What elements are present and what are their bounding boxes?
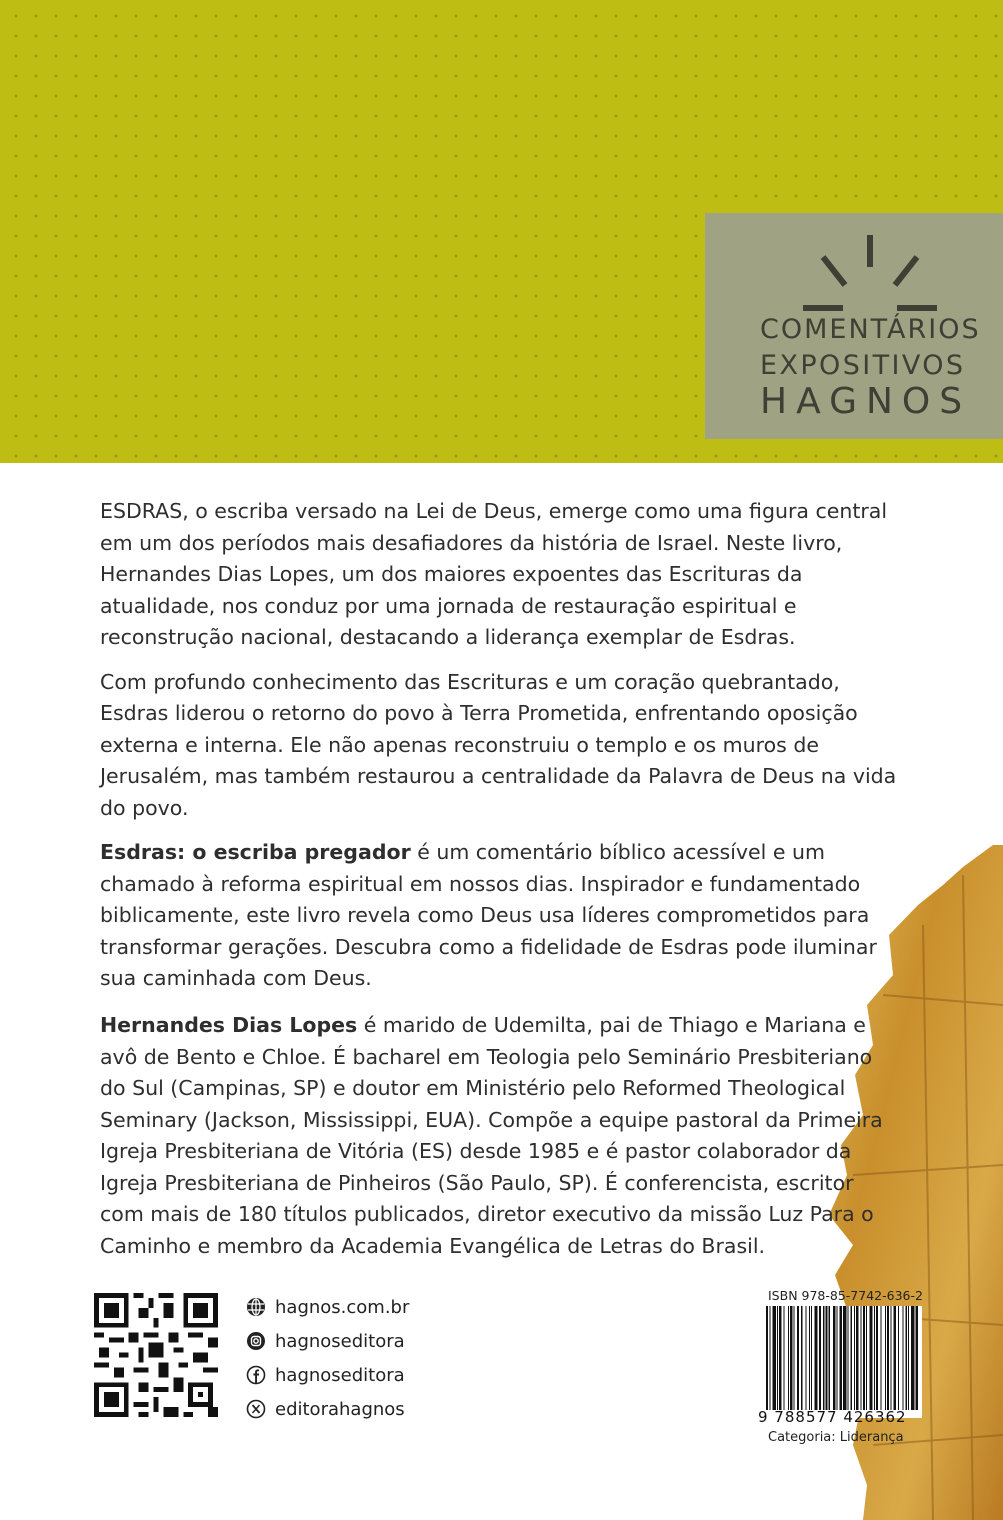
barcode-bar [880, 1306, 881, 1410]
barcode-bar [788, 1306, 789, 1410]
book-title-inline: Esdras: o escriba pregador [100, 840, 411, 864]
barcode-bar [769, 1306, 770, 1410]
barcode-bar [898, 1306, 899, 1410]
facebook-icon [246, 1365, 266, 1385]
barcode-bar [836, 1306, 837, 1410]
author-name: Hernandes Dias Lopes [100, 1013, 358, 1037]
social-link-facebook[interactable] [246, 1358, 409, 1392]
barcode-bar [887, 1306, 889, 1410]
series-title-line2: EXPOSITIVOS [760, 350, 966, 381]
barcode-bar [840, 1306, 842, 1410]
qr-code[interactable] [94, 1293, 218, 1417]
barcode-bar [851, 1306, 852, 1410]
barcode-bar [766, 1306, 768, 1410]
barcode-bar [819, 1306, 821, 1410]
social-link-x[interactable] [246, 1392, 409, 1426]
barcode-bar [777, 1306, 778, 1410]
sunburst-icon [795, 233, 945, 313]
barcode-bar [833, 1306, 835, 1410]
barcode-bar [794, 1306, 795, 1410]
isbn-label: ISBN 978-85-7742-636-2 [768, 1288, 923, 1303]
barcode-bar [863, 1306, 865, 1410]
series-title-line3: HAGNOS [760, 381, 972, 422]
book-category: Categoria: Liderança [768, 1430, 904, 1445]
description-paragraph-1: ESDRAS, o escriba versado na Lei de Deus, emerge como uma figura central em um dos períodos mais desafiadores da história de Israel. Neste livro, Hernandes Dias Lopes, um dos maiores expoentes das Escrituras da atualidade, nos conduz por uma jornada de restauração espiritual e reconstrução nacional, destacando a liderança exemplar de Esdras. [100, 499, 888, 649]
author-bio-text: é marido de Udemilta, pai de Thiago e Mariana e avô de Bento e Chloe. É bacharel em Teologia pelo Seminário Presbiteriano do Sul (Campinas, SP) e doutor em Ministério pelo Reformed Theological Seminary (Jackson, Mississippi, EUA). Compõe a equipe pastoral da Primeira Igreja Presbiteriana de Vitória (ES) desde 1985 e é pastor colaborador da Igreja Presbiteriana de Pinheiros (São Paulo, SP). É conferencista, escritor com mais de 180 títulos publicados, diretor executivo da missão Luz Para o Caminho e membro da Academia Evangélica de Letras do Brasil. [100, 1013, 883, 1258]
barcode-bar [911, 1306, 914, 1410]
barcode-bar [790, 1306, 792, 1410]
barcode-bar [854, 1306, 855, 1410]
barcode-bar [829, 1306, 830, 1410]
barcode-bar [876, 1306, 878, 1410]
instagram-icon [246, 1331, 266, 1351]
barcode-bar [856, 1306, 858, 1410]
barcode-bar [811, 1306, 812, 1410]
description-paragraph-3-text: é um comentário bíblico acessível e um chamado à reforma espiritual em nossos dias. Inspirador e fundamentado biblicamente, este livro revela como Deus usa líderes comprometidos para transformar gerações. Descubra como a fidelidade de Esdras pode iluminar sua caminhada com Deus. [100, 840, 877, 990]
barcode-bar [797, 1306, 799, 1410]
barcode-bar [847, 1306, 848, 1410]
description-paragraph-2: Com profundo conhecimento das Escrituras e um coração quebrantado, Esdras liderou o retorno do povo à Terra Prometida, enfrentando oposição externa e interna. Ele não apenas reconstruiu o templo e os muros de Jerusalém, mas também restaurou a centralidade da Palavra de Deus na vida do povo. [100, 669, 897, 820]
social-link-website[interactable] [246, 1290, 409, 1324]
barcode-bar [885, 1306, 886, 1410]
barcode-bar [843, 1306, 846, 1410]
description-paragraph-3 [100, 837, 905, 995]
barcode-bar [906, 1306, 907, 1410]
barcode-bar [908, 1306, 909, 1410]
book-description [100, 496, 905, 1008]
barcode-bar [869, 1306, 872, 1410]
barcode-bar [801, 1306, 802, 1410]
series-title-line1: COMENTÁRIOS [760, 314, 981, 345]
barcode-bar [861, 1306, 862, 1410]
globe-icon [246, 1297, 266, 1317]
social-link-instagram[interactable] [246, 1324, 409, 1358]
barcode-bar [806, 1306, 807, 1410]
social-link-x-label: editorahagnos [275, 1398, 405, 1420]
barcode-bar [809, 1306, 810, 1410]
barcode-bar [825, 1306, 827, 1410]
barcode-bar [823, 1306, 824, 1410]
barcode-bar [890, 1306, 891, 1410]
barcode-digits: 9 788577 426362 [758, 1408, 907, 1426]
barcode-bar [866, 1306, 867, 1410]
social-link-website-label: hagnos.com.br [275, 1296, 410, 1318]
social-link-facebook-label: hagnoseditora [275, 1364, 405, 1386]
series-logo-box [705, 213, 1003, 439]
social-link-instagram-label: hagnoseditora [275, 1330, 405, 1352]
barcode [762, 1306, 922, 1418]
barcode-bar [874, 1306, 875, 1410]
author-bio-paragraph [100, 1010, 900, 1262]
barcode-bar [894, 1306, 896, 1410]
barcode-bar [773, 1306, 776, 1410]
barcode-bar [916, 1306, 918, 1410]
barcode-bar [784, 1306, 785, 1410]
author-bio [100, 1010, 900, 1275]
social-links [246, 1290, 409, 1426]
barcode-bar [902, 1306, 903, 1410]
barcode-bar [814, 1306, 817, 1410]
x-icon [246, 1399, 266, 1419]
barcode-bar [779, 1306, 781, 1410]
